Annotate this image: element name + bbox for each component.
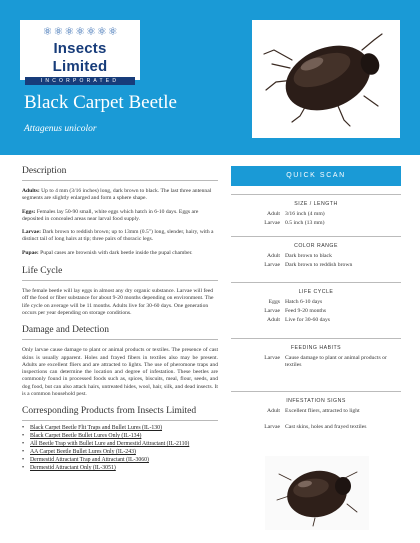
feeding-label: Larvae	[264, 355, 280, 361]
eggs-label: Eggs:	[22, 208, 36, 215]
size-row	[231, 220, 401, 227]
infestation-row	[231, 424, 401, 431]
logo-insect-icon: ⚛	[75, 25, 85, 38]
product-link[interactable]: • Dermestid Attractant Only (IL-3051)	[22, 465, 218, 472]
size-label: Adult	[267, 211, 280, 217]
eggs-text: Females lay 50-90 small, white eggs which hatch in 6-10 days. Eggs are deposited in concealed areas near larval food supply.	[22, 208, 199, 222]
adults-paragraph	[22, 188, 218, 203]
insects-limited-logo	[20, 20, 140, 84]
life-cycle-label: Eggs	[268, 299, 280, 305]
logo-insect-icon: ⚛	[64, 25, 75, 38]
feeding-title: FEEDING HABITS	[290, 345, 342, 351]
size-value: 0.5 inch (13 mm)	[285, 220, 325, 226]
infestation-label: Adult	[267, 408, 280, 414]
infestation-title: INFESTATION SIGNS	[286, 398, 346, 404]
product-link[interactable]: • All Beetle Trap with Bullet Lure and Dermestid Attractant (IL-2110)	[22, 441, 218, 448]
life-cycle-row	[231, 299, 401, 306]
lifecycle-text: The female beetle will lay eggs in almost any dry organic substance. Larvae will feed off the food or fiber substance for about 9-20 months depending on environment. The life cycle on average will be 11 months. Adults live for 30-60 days. One generation occurs per year depending on storage conditions.	[22, 288, 214, 316]
life-cycle-value: Hatch 6-10 days	[285, 299, 323, 305]
products-heading: Corresponding Products from Insects Limited	[22, 406, 218, 421]
larvae-label: Larvae:	[22, 229, 41, 236]
life-cycle-label: Larvae	[264, 308, 280, 314]
products-list	[22, 425, 218, 472]
product-link[interactable]: • Black Carpet Beetle Flit Traps and Bullet Lures (IL-130)	[22, 425, 218, 432]
logo-name: Insects Limited	[52, 40, 108, 75]
damage-text: Only larvae cause damage to plant or animal products or textiles. The presence of cast skins is usually apparent. Holes and frayed fibers in textiles also may be present. Adults are excellent fliers and are attracted to lights. The use of pheromone traps and inspections can determine the location and degree of infestation. These beetles are commonly found in processed foods such as, spices, biscuits, meal, flour, seeds, and dog food, but can also attack hairs, untreated hides, wool, hair, silk, and dead insects. It is a common household pest.	[22, 347, 218, 398]
feeding-row	[231, 355, 401, 369]
life-cycle-row	[231, 317, 401, 324]
color-title: COLOR RANGE	[294, 243, 338, 249]
life-cycle-label: Adult	[267, 317, 280, 323]
color-row	[231, 253, 401, 260]
adults-text: Up to 4 mm (3/16 inches) long, dark brown to black. The last three antennal segments are slightly enlarged and form a sphere shape.	[22, 188, 212, 202]
larvae-paragraph	[22, 229, 218, 244]
infestation-value: Cast skins, holes and frayed textiles	[285, 424, 367, 430]
scientific-name: Attagenus unicolor	[24, 124, 97, 134]
feeding-section	[231, 338, 401, 371]
logo-insect-icon: ⚛	[96, 25, 107, 38]
color-row	[231, 262, 401, 269]
adults-label: Adults:	[22, 188, 40, 194]
infestation-row	[231, 408, 401, 415]
pupae-text: Pupal cases are brownish with dark beetle inside the pupal chamber.	[38, 249, 193, 256]
page-title: Black Carpet Beetle	[24, 92, 177, 113]
quick-scan-heading: QUICK SCAN	[231, 166, 401, 186]
product-link[interactable]: • Dermestid Attractant Trap and Attractant (IL-3060)	[22, 457, 218, 464]
life-cycle-value: Feed 9-20 months	[285, 308, 327, 314]
color-section	[231, 236, 401, 271]
product-link[interactable]: • AA Carpet Beetle Bullet Lures Only (IL-243)	[22, 449, 218, 456]
logo-insect-icon: ⚛	[107, 25, 118, 38]
size-title: SIZE / LENGTH	[294, 201, 338, 207]
beetle-photo	[252, 20, 400, 138]
color-label: Larvae	[264, 262, 280, 268]
life-cycle-title: LIFE CYCLE	[298, 289, 334, 295]
eggs-paragraph	[22, 209, 218, 224]
size-label: Larvae	[264, 220, 280, 226]
color-value: Dark brown to reddish brown	[285, 262, 353, 268]
life-cycle-row	[231, 308, 401, 315]
beetle-photo-small	[265, 456, 369, 530]
header-banner	[0, 0, 420, 155]
feeding-value: Cause damage to plant or animal products or textiles	[285, 355, 387, 368]
left-column	[22, 166, 218, 473]
size-row	[231, 211, 401, 218]
infestation-section	[231, 391, 401, 433]
size-section	[231, 194, 401, 229]
logo-insect-pattern	[25, 23, 135, 40]
size-value: 3/16 inch (4 mm)	[285, 211, 325, 217]
logo-subtitle: INCORPORATED	[25, 77, 135, 85]
logo-insect-icon: ⚛	[53, 25, 64, 38]
color-value: Dark brown to black	[285, 253, 332, 259]
damage-heading: Damage and Detection	[22, 325, 218, 340]
life-cycle-value: Live for 30-60 days	[285, 317, 331, 323]
pupae-label: Pupae:	[22, 249, 39, 256]
infestation-value: Excellent fliers, attracted to light	[285, 408, 360, 414]
pupae-paragraph	[22, 250, 218, 257]
logo-insect-icon: ⚛	[42, 25, 53, 38]
larvae-text: Dark brown to reddish brown; up to 13mm (0.5") long, slender, hairy, with a distinct tail of long hairs at tip; three pairs of thoracic legs.	[22, 229, 214, 243]
infestation-label: Larvae	[264, 424, 280, 430]
lifecycle-heading: Life Cycle	[22, 266, 218, 281]
description-heading: Description	[22, 166, 218, 181]
color-label: Adult	[267, 253, 280, 259]
product-link[interactable]: • Black Carpet Beetle Bullet Lures Only (IL-134)	[22, 433, 218, 440]
logo-insect-icon: ⚛	[85, 25, 96, 38]
life-cycle-section	[231, 282, 401, 326]
